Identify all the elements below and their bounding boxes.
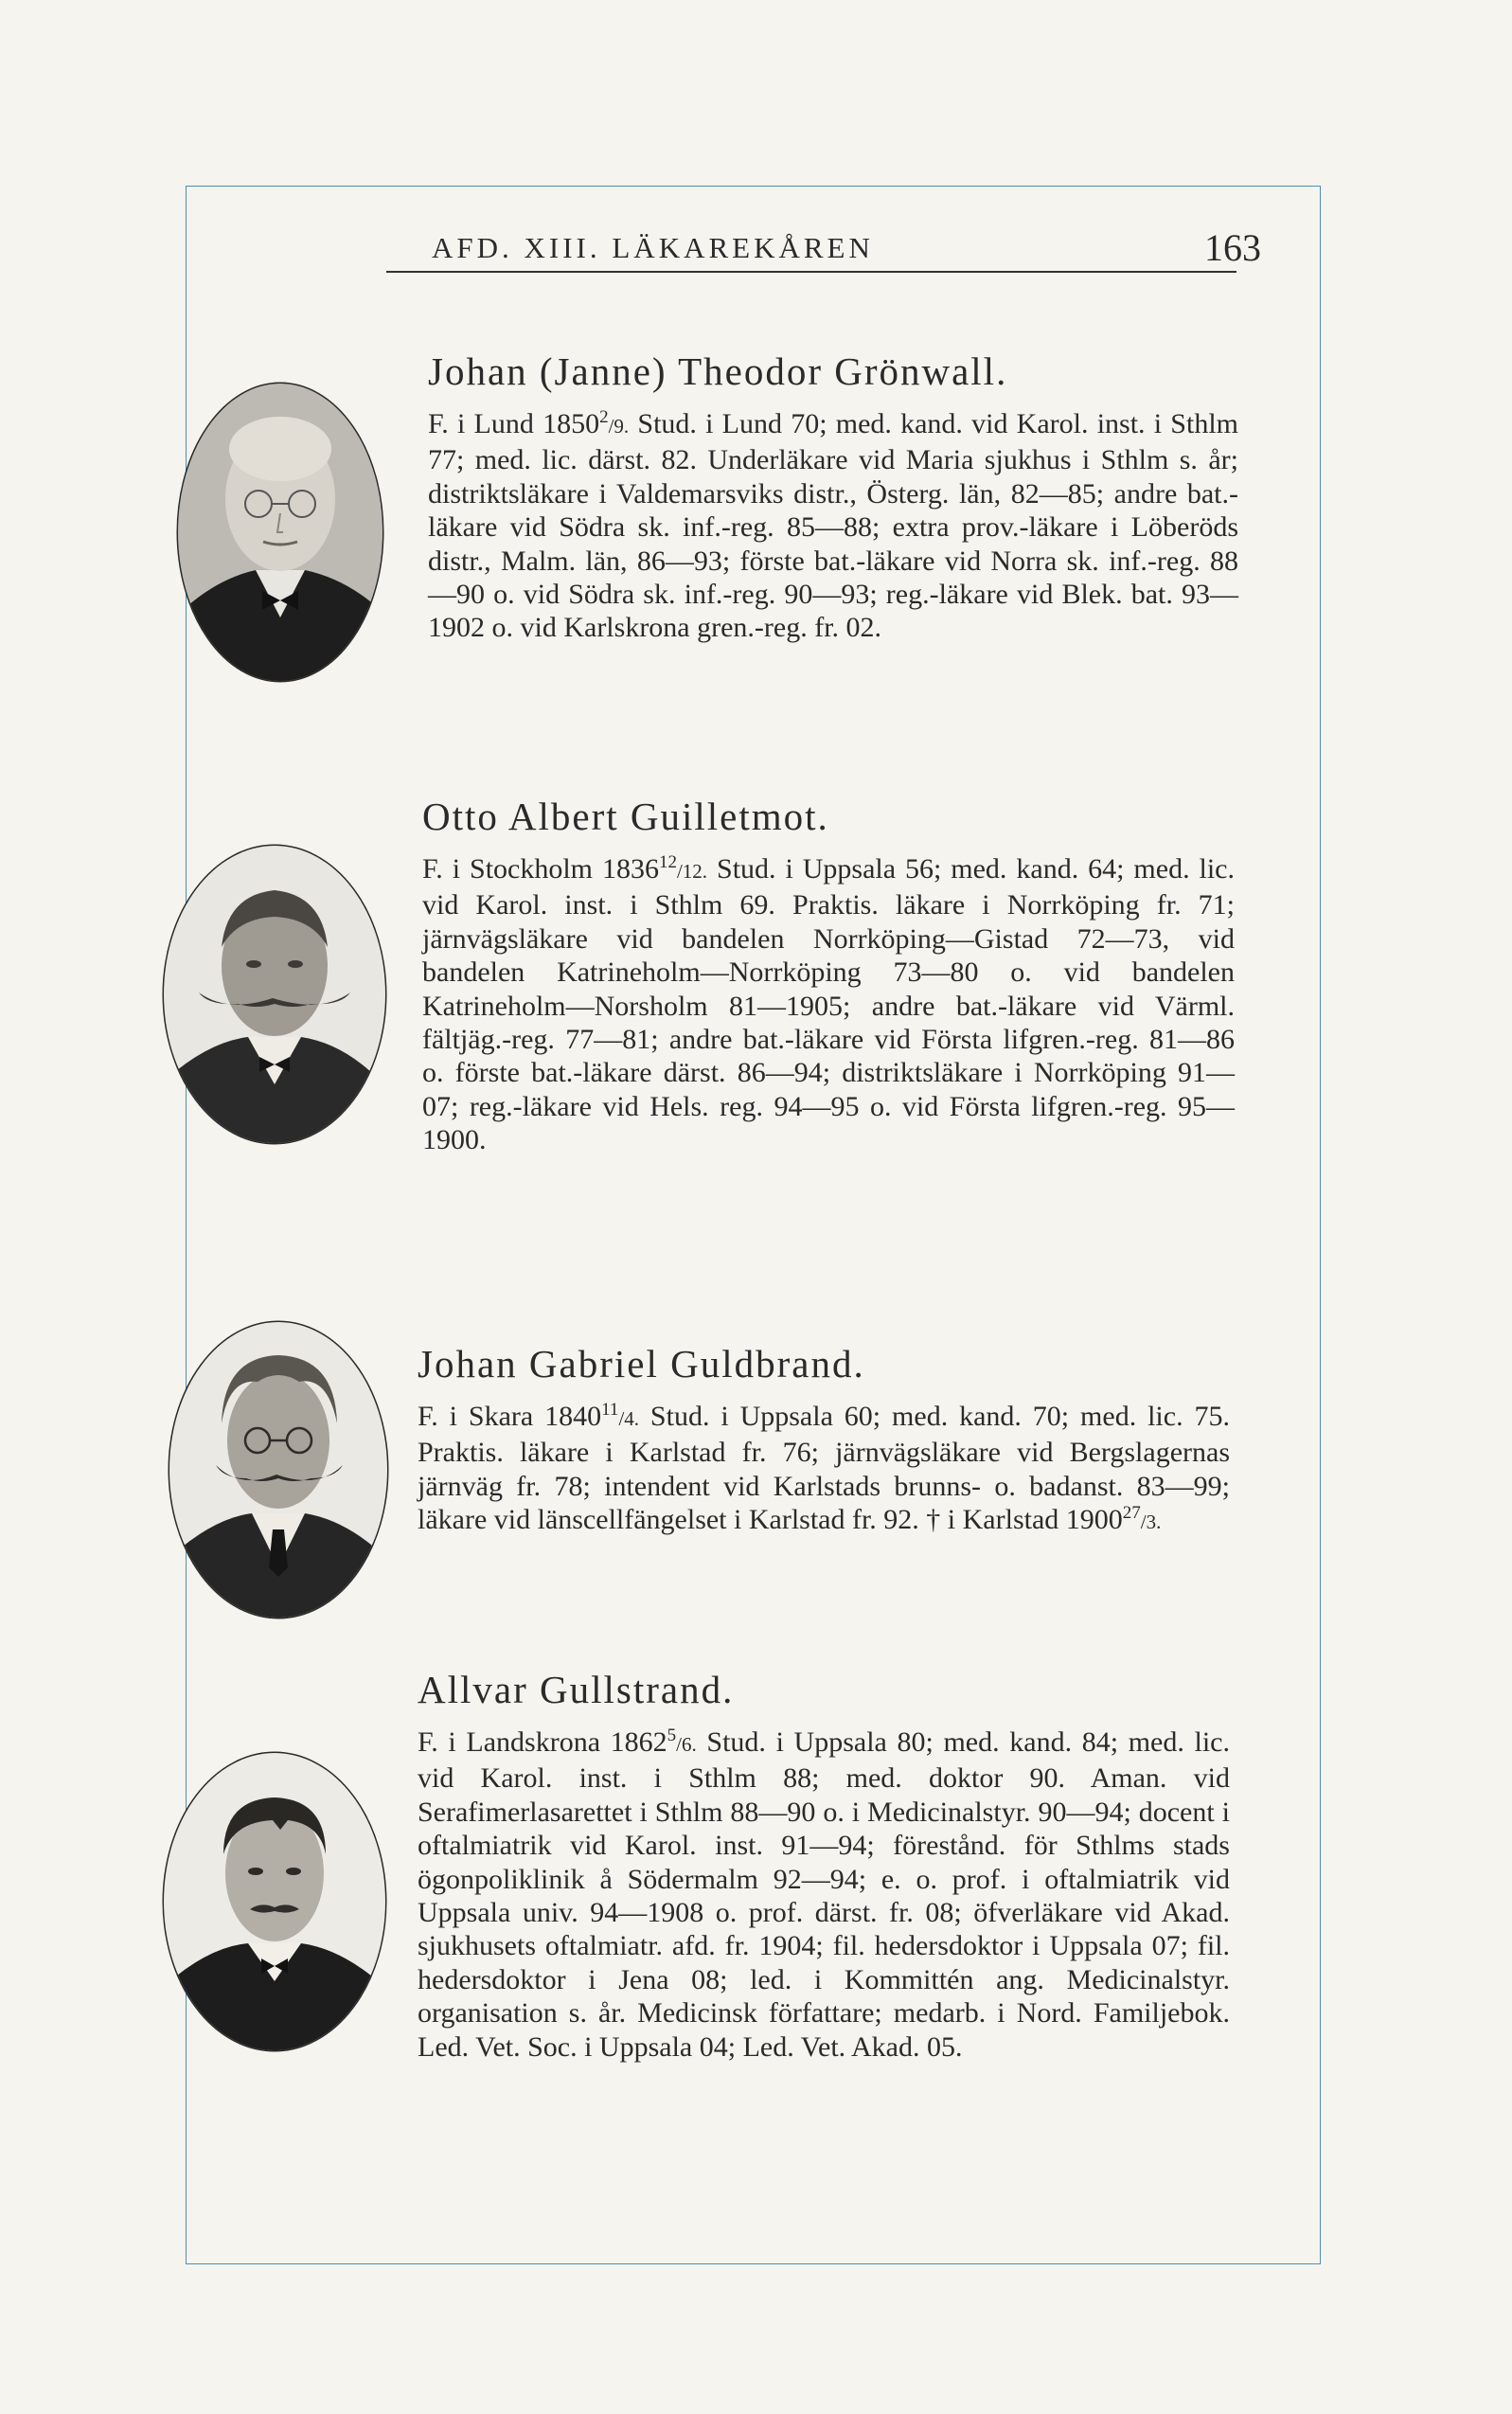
entry-name: Johan (Janne) Theodor Grönwall. [428,349,1008,393]
section-title: AFD. XIII. LÄKAREKÅREN [432,231,874,264]
birth-day: 11 [601,1400,619,1420]
biography-text: Stud. i Lund 70; med. kand. vid Karol. inst. i Sthlm 77; med. lic. därst. 82. Underläkare vid Maria sjukhus i Sthlm s. år; distriktsläkare i Valdemarsviks distr., Österg. län, 82—85; andre bat.-läkare vid Södra sk. inf.-reg. 85—88; extra prov.-läkare i Löberöds distr., Malm. län, 86—93; förste bat.-läkare vid Norra sk. inf.-reg. 88—90 o. vid Södra sk. inf.-reg. 90—93; reg.-läkare vid Blek. bat. 93—1902 o. vid Karlskrona gren.-reg. fr. 02. [428,408,1238,644]
entry-biography [428,407,1238,645]
birth-text: F. i Stockholm 1836 [422,853,659,885]
birth-day: 5 [667,1726,677,1745]
portrait-gullstrand [161,1750,388,2053]
portrait-guldbrand [167,1319,390,1620]
birth-month: /6. [676,1733,697,1756]
death-day: 27 [1122,1503,1141,1524]
entry-guilletmot [422,794,1235,1157]
birth-month: /12. [676,860,708,883]
birth-text: F. i Landskrona 1862 [418,1726,667,1758]
death-month: /3. [1140,1511,1162,1534]
birth-month: /4. [618,1407,640,1430]
page-number: 163 [1204,226,1261,269]
header-rule [386,271,1236,273]
birth-month: /9. [608,415,630,438]
biography-text: Stud. i Uppsala 80; med. kand. 84; med. lic. vid Karol. inst. i Sthlm 88; med. doktor 90. Aman. vid Serafimerlasarettet i Sthlm 88—90 o. i Medicinalstyr. 90—94; docent i oftalmiatrik vid Karol. inst. 91—94; förestånd. för Sthlms stads ögonpoliklinik å Södermalm 92—94; e. o. prof. i oftalmiatrik vid Uppsala univ. 94—1908 o. prof. därst. fr. 08; öfverläkare vid Akad. sjukhusets oftalmiatr. afd. fr. 1904; fil. hedersdoktor i Uppsala 07; fil. hedersdoktor i Jena 08; led. i Kommittén ang. Medicinalstyr. organisation s. år. Medicinsk författare; medarb. i Nord. Familjebok. Led. Vet. Soc. i Uppsala 04; Led. Vet. Akad. 05. [418,1726,1230,2063]
biography-text: Stud. i Uppsala 56; med. kand. 64; med. lic. vid Karol. inst. i Sthlm 69. Praktis. läkare i Norrköping fr. 71; järnvägsläkare vid bandelen Norrköping—Gistad 72—73, vid bandelen Katrineholm—Norrköping 73—80 o. vid bandelen Katrineholm—Norsholm 81—1905; andre bat.-läkare vid Värml. fältjäg.-reg. 77—81; andre bat.-läkare vid Första lifgren.-reg. 81—86 o. förste bat.-läkare därst. 86—94; distriktsläkare i Norrköping 91—07; reg.-läkare vid Hels. reg. 94—95 o. vid Första lifgren.-reg. 95—1900. [422,853,1236,1156]
birth-day: 12 [658,852,677,872]
entry-name: Allvar Gullstrand. [418,1668,735,1711]
running-header [432,225,1267,273]
entry-gullstrand [418,1667,1230,2064]
biography-text: Stud. i Uppsala 60; med. kand. 70; med. lic. 75. Praktis. läkare i Karlstad fr. 76; järnvägsläkare vid Bergslagernas järnväg fr. 78; intendent vid Karlstads brunns- o. badanst. 83—99; läkare vid länscellfängelset i Karlstad fr. 92. † i Karlstad 1900 [418,1401,1230,1536]
entry-biography [418,1726,1230,2064]
birth-text: F. i Lund 1850 [428,408,600,439]
birth-text: F. i Skara 1840 [418,1401,602,1432]
portrait-gronwall [175,381,385,684]
entry-biography [418,1400,1230,1540]
entry-gronwall [428,349,1238,645]
entry-guldbrand [418,1341,1230,1540]
birth-day: 2 [599,407,609,427]
portrait-guilletmot [161,843,388,1146]
entry-biography [422,852,1235,1157]
entry-name: Johan Gabriel Guldbrand. [418,1342,865,1386]
entry-name: Otto Albert Guilletmot. [422,795,829,838]
